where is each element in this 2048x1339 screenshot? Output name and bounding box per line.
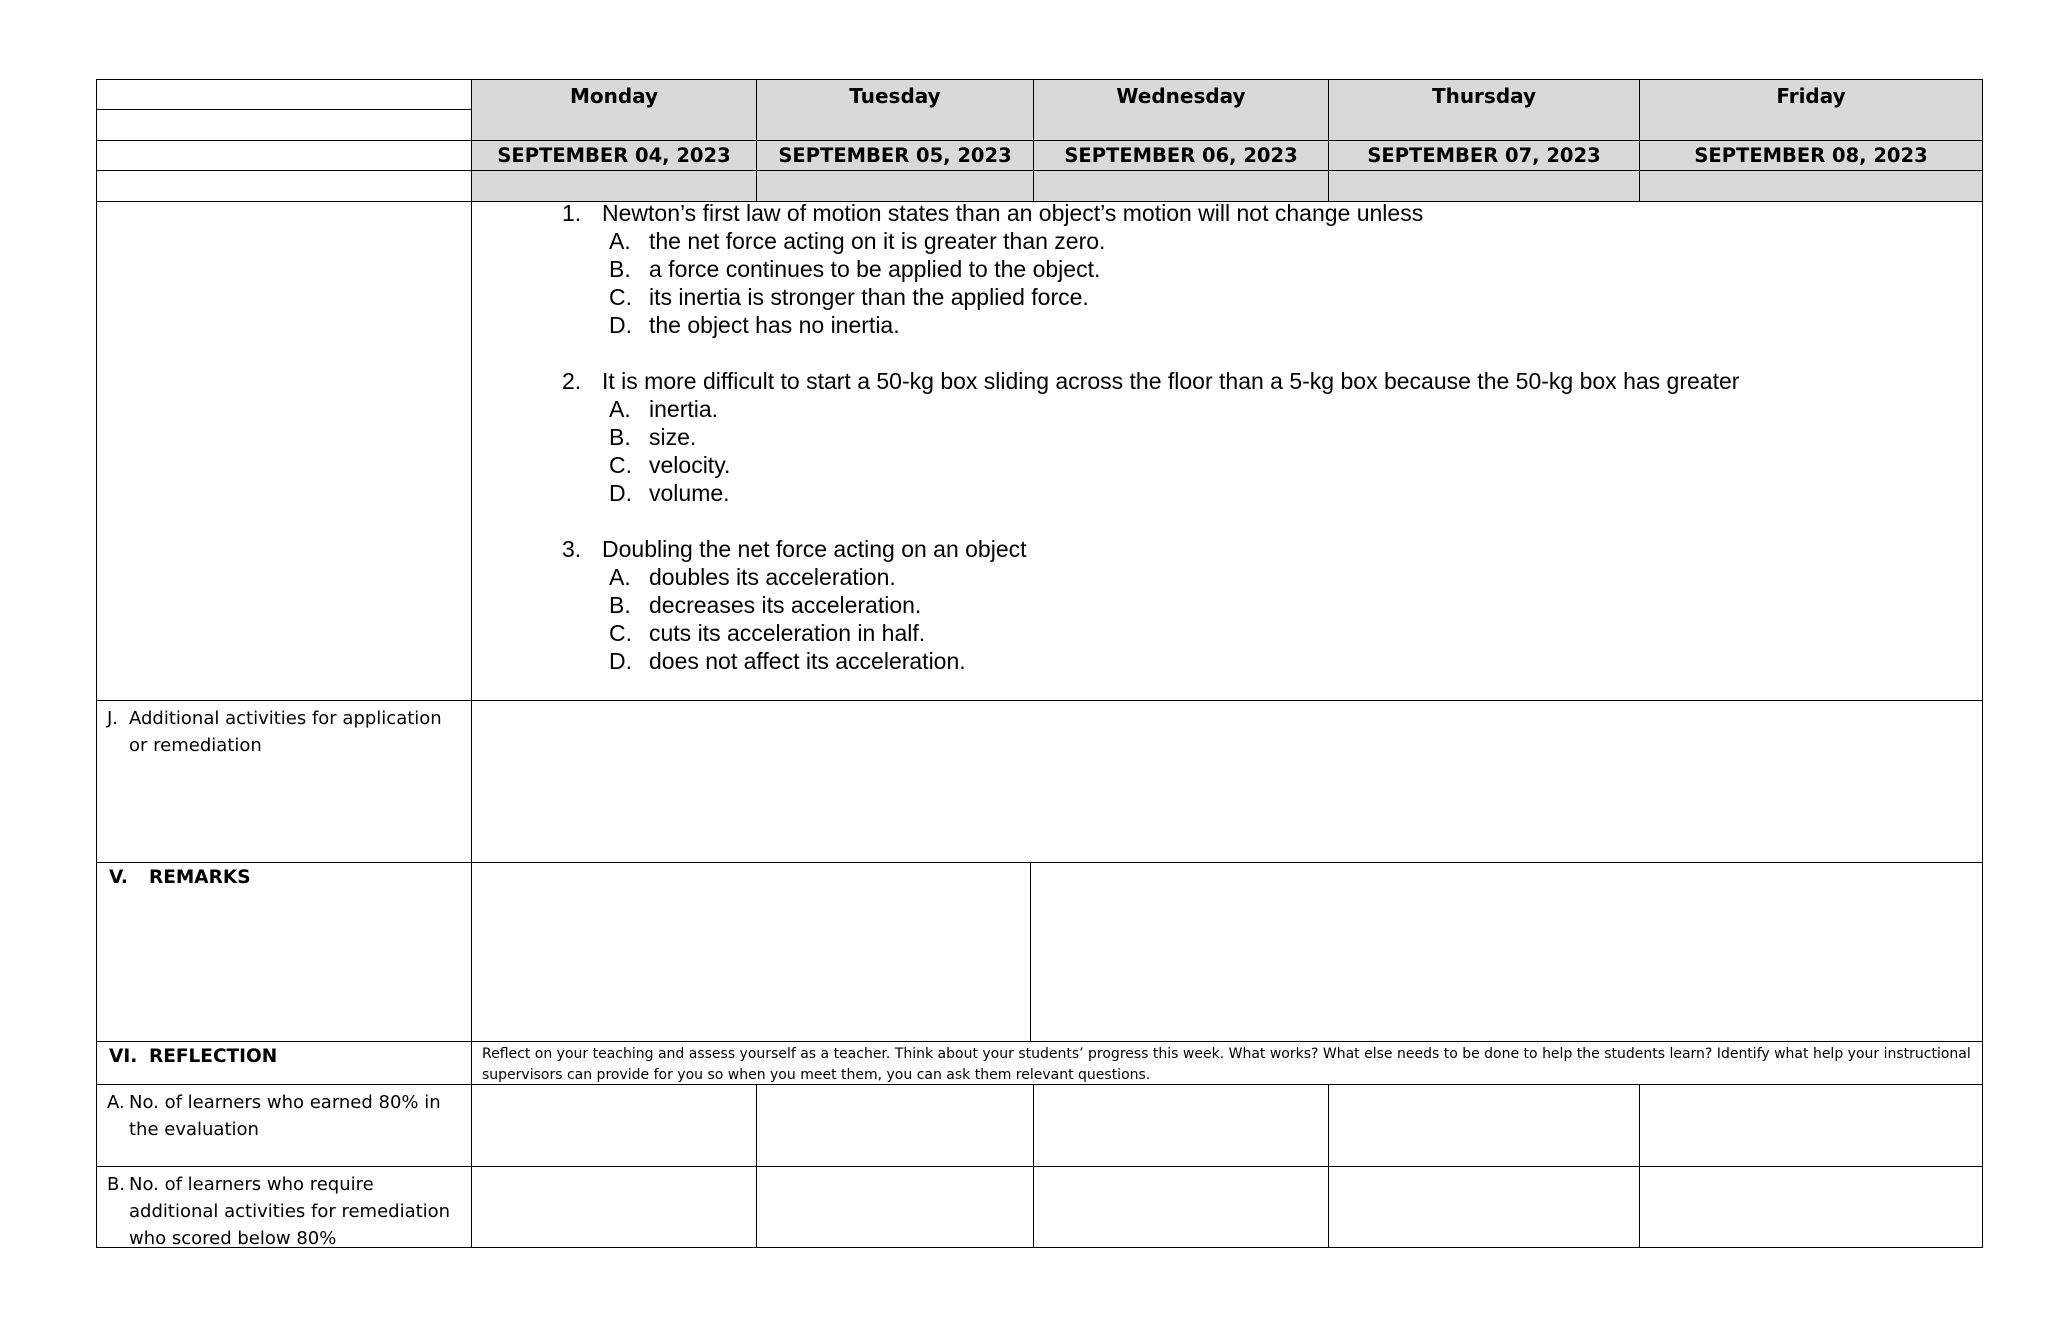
date-monday: SEPTEMBER 04, 2023 <box>471 140 757 171</box>
evaluation-label-cell <box>96 201 472 701</box>
remarks-title: REMARKS <box>149 867 251 888</box>
learners-remediation-text: No. of learners who require additional activities for remediation who scored below 80% <box>129 1174 451 1249</box>
date-friday: SEPTEMBER 08, 2023 <box>1639 140 1983 171</box>
learners-80-monday[interactable] <box>471 1084 757 1167</box>
learners-80-marker: A. <box>107 1092 125 1113</box>
blank-cell-wednesday <box>1033 170 1329 202</box>
question-3-option-d: D. does not affect its acceleration. <box>609 648 966 674</box>
question-3-number: 3. <box>562 536 582 562</box>
blank-cell-friday <box>1639 170 1983 202</box>
day-header-tuesday: Tuesday <box>756 79 1034 141</box>
question-2-number: 2. <box>562 368 582 394</box>
learners-remediation-marker: B. <box>107 1174 126 1195</box>
learners-80-tuesday[interactable] <box>756 1084 1034 1167</box>
question-1-option-a: A. the net force acting on it is greater than zero. <box>609 228 1106 254</box>
additional-activities-label <box>96 700 472 863</box>
blank-cell-tuesday <box>756 170 1034 202</box>
question-2-option-a: A. inertia. <box>609 396 719 422</box>
learners-80-wednesday[interactable] <box>1033 1084 1329 1167</box>
learners-remediation-thursday[interactable] <box>1328 1166 1640 1248</box>
learners-80-friday[interactable] <box>1639 1084 1983 1167</box>
day-header-wednesday: Wednesday <box>1033 79 1329 141</box>
learners-80-label <box>96 1084 472 1167</box>
question-3-option-a: A. doubles its acceleration. <box>609 564 896 590</box>
blank-cell-monday <box>471 170 757 202</box>
reflection-title: REFLECTION <box>149 1046 278 1067</box>
learners-remediation-tuesday[interactable] <box>756 1166 1034 1248</box>
label-cell-blank-3 <box>96 140 472 171</box>
remarks-label <box>96 862 472 1042</box>
label-cell-blank-2 <box>96 109 472 141</box>
date-tuesday: SEPTEMBER 05, 2023 <box>756 140 1034 171</box>
remarks-cell-left <box>471 862 1031 1042</box>
question-1-option-b: B. a force continues to be applied to the object. <box>609 256 1101 282</box>
date-wednesday: SEPTEMBER 06, 2023 <box>1033 140 1329 171</box>
date-thursday: SEPTEMBER 07, 2023 <box>1328 140 1640 171</box>
additional-activities-content <box>471 700 1983 863</box>
question-2-option-c: C. velocity. <box>609 452 731 478</box>
remarks-number: V. <box>109 867 128 888</box>
question-1-option-c: C. its inertia is stronger than the applied force. <box>609 284 1089 310</box>
additional-activities-text: Additional activities for application or remediation <box>129 708 442 756</box>
question-3-option-c: C. cuts its acceleration in half. <box>609 620 926 646</box>
reflection-number: VI. <box>109 1046 138 1067</box>
question-1 <box>562 199 1739 339</box>
evaluation-quiz <box>562 199 1739 703</box>
label-cell-blank-4 <box>96 170 472 202</box>
learners-remediation-monday[interactable] <box>471 1166 757 1248</box>
day-header-thursday: Thursday <box>1328 79 1640 141</box>
label-cell-blank-1 <box>96 79 472 110</box>
reflection-label <box>96 1041 472 1085</box>
question-1-option-d: D. the object has no inertia. <box>609 312 900 338</box>
remarks-cell-right <box>1030 862 1983 1042</box>
question-3-stem: Doubling the net force acting on an object <box>602 536 1027 562</box>
reflection-instruction: Reflect on your teaching and assess yourself as a teacher. Think about your students’ progress this week. What works? What else needs to be done to help the students learn? Identify what help your instructional supervisors can provide for you so when you meet them, you can ask them relevant questions. <box>471 1041 1983 1085</box>
learners-remediation-friday[interactable] <box>1639 1166 1983 1248</box>
question-2 <box>562 367 1739 507</box>
additional-activities-marker: J. <box>107 708 119 729</box>
day-header-friday: Friday <box>1639 79 1983 141</box>
question-3-option-b: B. decreases its acceleration. <box>609 592 922 618</box>
question-2-stem: It is more difficult to start a 50-kg box sliding across the floor than a 5-kg box because the 50-kg box has greater <box>602 368 1740 394</box>
question-2-option-b: B. size. <box>609 424 697 450</box>
learners-80-text: No. of learners who earned 80% in the evaluation <box>129 1092 441 1140</box>
question-3 <box>562 535 1739 675</box>
learners-80-thursday[interactable] <box>1328 1084 1640 1167</box>
lesson-log-table <box>96 79 1983 1248</box>
question-1-stem: Newton’s first law of motion states than an object’s motion will not change unless <box>602 200 1424 226</box>
question-2-option-d: D. volume. <box>609 480 730 506</box>
blank-cell-thursday <box>1328 170 1640 202</box>
learners-remediation-label <box>96 1166 472 1248</box>
learners-remediation-wednesday[interactable] <box>1033 1166 1329 1248</box>
question-1-number: 1. <box>562 200 582 226</box>
day-header-monday: Monday <box>471 79 757 141</box>
